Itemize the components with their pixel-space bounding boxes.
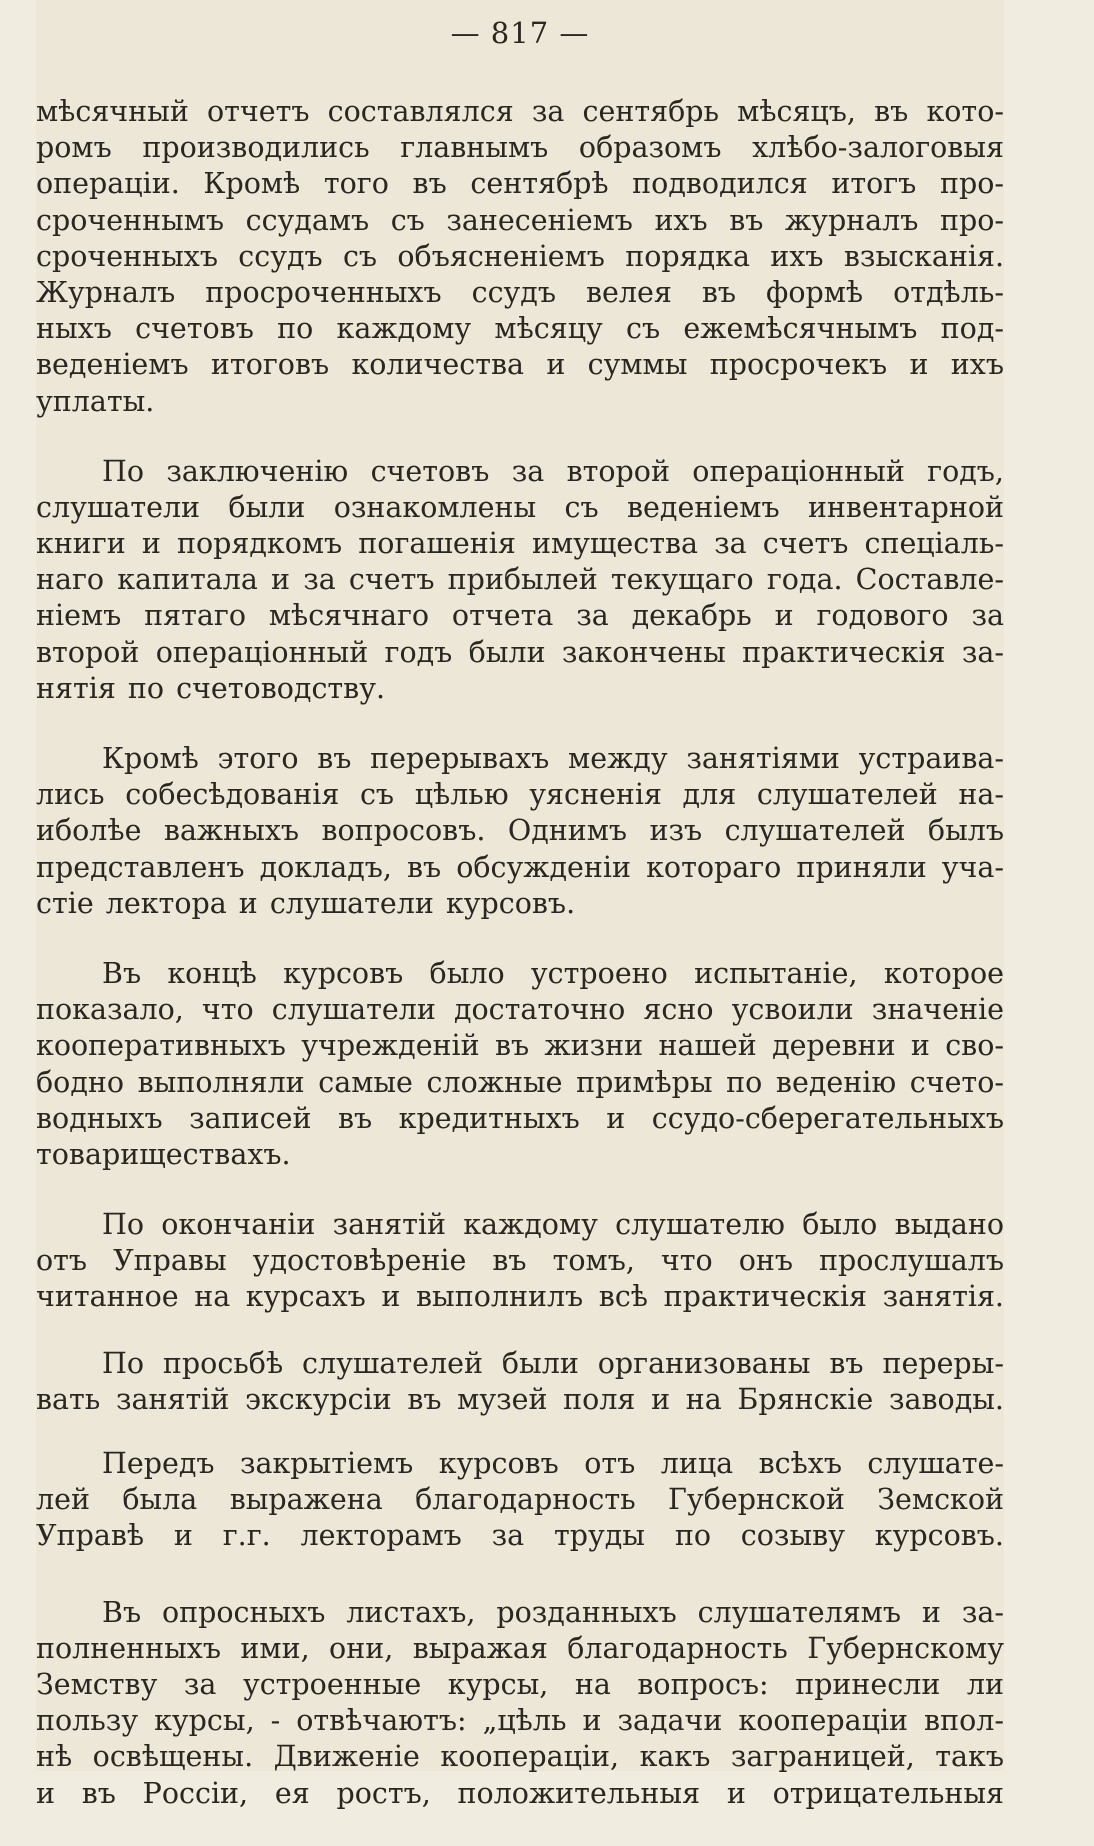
text-line: Въ опросныхъ листахъ, розданныхъ слушателямъ и за-: [102, 1595, 1004, 1629]
paragraph-4: [36, 956, 1004, 1173]
text-line: операціи. Кромѣ того въ сентябрѣ подводился итогъ про-: [36, 167, 1004, 201]
text-line: слушатели были ознакомлены съ веденіемъ инвентарной: [36, 490, 1004, 524]
text-line: По заключенію счетовъ за второй операціонный годъ,: [102, 454, 1004, 488]
text-line: вать занятій экскурсіи въ музей поля и на Брянскіе заводы.: [36, 1382, 1004, 1416]
text-line: ныхъ счетовъ по каждому мѣсяцу съ ежемѣсячнымъ под-: [36, 312, 1004, 346]
paragraph-3: [36, 741, 1004, 922]
text-line: Передъ закрытіемъ курсовъ отъ лица всѣхъ слушате-: [102, 1447, 1004, 1480]
paragraph-6: [36, 1346, 1004, 1418]
page-number: — 817 —: [450, 16, 590, 50]
text-line: ромъ производились главнымъ образомъ хлѣбо-залоговыя: [36, 131, 1004, 165]
text-line: Кромѣ этого въ перерывахъ между занятіями устраива-: [102, 742, 1004, 775]
document-page: [36, 0, 1004, 1810]
paragraph-7: [36, 1446, 1004, 1555]
paragraph-2: [36, 454, 1004, 707]
text-line: читанное на курсахъ и выполнилъ всѣ практическія занятія.: [36, 1280, 1004, 1314]
text-line: книги и порядкомъ погашенія имущества за счетъ спеціаль-: [36, 527, 1004, 561]
paragraph-5: [36, 1207, 1004, 1316]
text-line: иболѣе важныхъ вопросовъ. Однимъ изъ слушателей былъ: [36, 814, 1004, 848]
text-line: лись собесѣдованія съ цѣлью уясненія для слушателей на-: [36, 778, 1004, 812]
text-line: Въ концѣ курсовъ было устроено испытаніе, которое: [102, 956, 1004, 990]
text-line: второй операціонный годъ были закончены практическія за-: [36, 635, 1004, 669]
text-line: полненныхъ ими, они, выражая благодарность Губернскому: [36, 1631, 1004, 1665]
text-line: ніемъ пятаго мѣсячнаго отчета за декабрь и годового за: [36, 599, 1004, 633]
text-line: По окончаніи занятій каждому слушателю было выдано: [102, 1208, 1004, 1242]
text-line: отъ Управы удостовѣреніе въ томъ, что онъ прослушалъ: [36, 1244, 1004, 1278]
text-line: наго капитала и за счетъ прибылей текущаго года. Составле-: [36, 563, 1004, 597]
text-line: и въ Россіи, ея ростъ, положительныя и отрицательныя: [36, 1776, 1004, 1810]
text-line: По просьбѣ слушателей были организованы въ переры-: [102, 1346, 1004, 1380]
text-line: водныхъ записей въ кредитныхъ и ссудо-сберегательныхъ: [36, 1101, 1004, 1135]
text-line: Управѣ и г.г. лекторамъ за труды по созыву курсовъ.: [36, 1519, 1004, 1553]
text-line: веденіемъ итоговъ количества и суммы просрочекъ и ихъ: [36, 348, 1004, 382]
text-line: сроченныхъ ссудъ съ объясненіемъ порядка ихъ взысканія.: [36, 239, 1004, 273]
text-line: представленъ докладъ, въ обсужденіи котораго приняли уча-: [36, 850, 1004, 884]
text-line: кооперативныхъ учрежденій въ жизни нашей деревни и сво-: [36, 1029, 1004, 1063]
paragraph-8: [36, 1595, 1004, 1812]
text-line: нятія по счетоводству.: [36, 671, 386, 705]
text-line: сроченнымъ ссудамъ съ занесеніемъ ихъ въ журналъ про-: [36, 203, 1004, 237]
text-line: бодно выполняли самые сложные примѣры по веденію счето-: [36, 1065, 1004, 1099]
text-line: показало, что слушатели достаточно ясно усвоили значеніе: [36, 993, 1004, 1027]
body-text: [36, 94, 1004, 1846]
text-line: нѣ освѣщены. Движеніе коопераціи, какъ заграницей, такъ: [36, 1740, 1004, 1774]
text-line: лей была выражена благодарность Губернской Земской: [36, 1483, 1004, 1517]
text-line: пользу курсы, - отвѣчаютъ: „цѣль и задачи коопераціи впол-: [36, 1704, 1004, 1738]
text-line: Земству за устроенные курсы, на вопросъ: принесли ли: [36, 1667, 1004, 1701]
text-line: Журналъ просроченныхъ ссудъ велея въ формѣ отдѣль-: [36, 275, 1004, 309]
paragraph-1: [36, 94, 1004, 420]
text-line: мѣсячный отчетъ составлялся за сентябрь мѣсяцъ, въ кото-: [36, 95, 1004, 128]
text-line: стіе лектора и слушатели курсовъ.: [36, 886, 576, 920]
text-line: товариществахъ.: [36, 1137, 291, 1171]
text-line: уплаты.: [36, 384, 155, 418]
